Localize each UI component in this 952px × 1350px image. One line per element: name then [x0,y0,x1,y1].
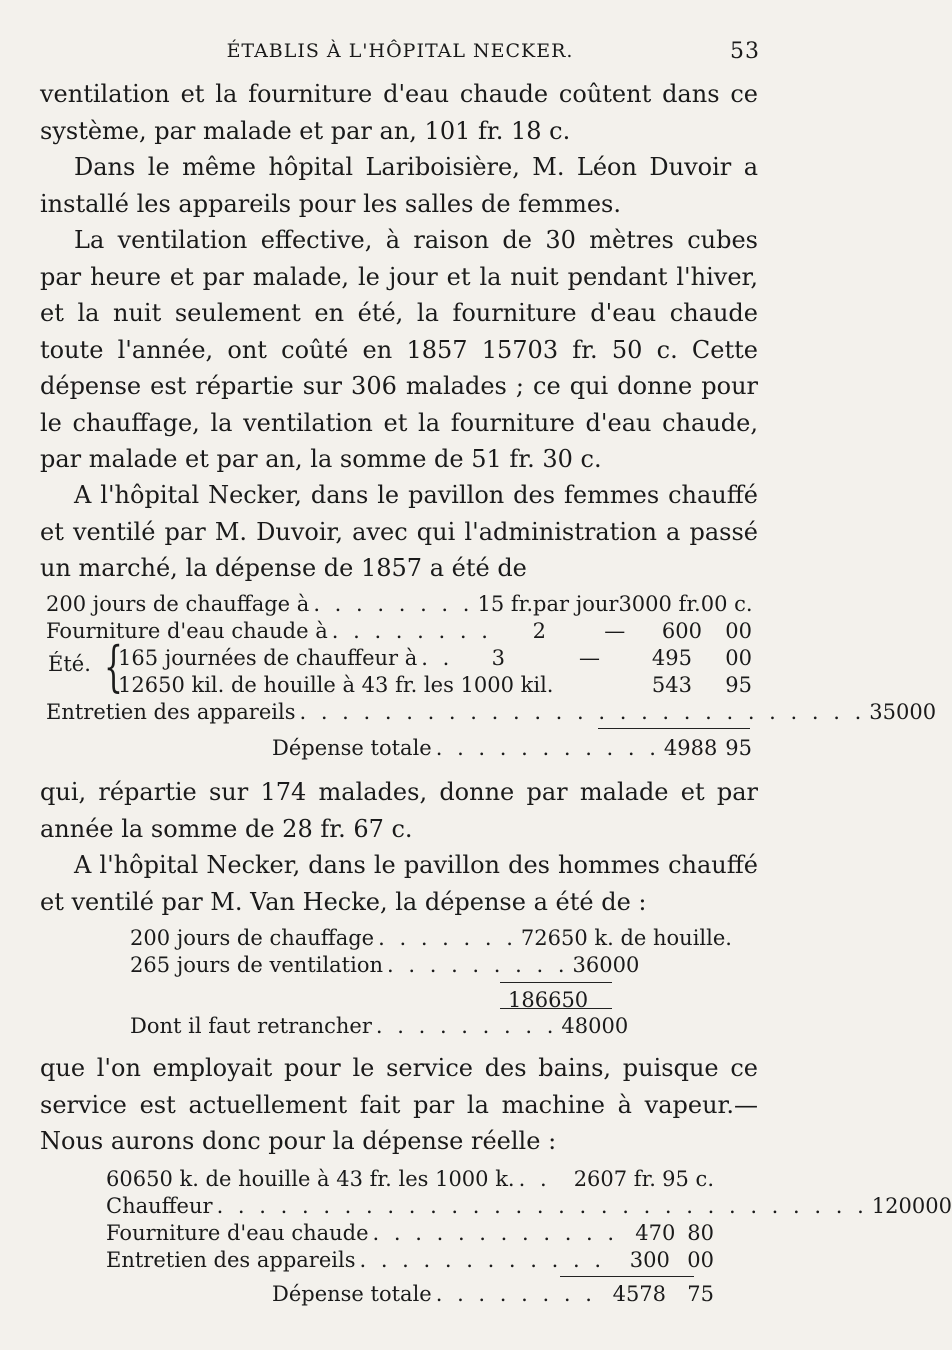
table2-row-2-label: 265 jours de ventilation [130,953,384,977]
table3-row-3 [106,1221,714,1245]
table1-total-c: 95 [725,736,752,760]
paragraph-4 [40,477,758,587]
paragraph-3 [40,222,758,478]
table1-row-5-fr: 350 [869,700,910,724]
table1-row-4 [118,673,752,697]
table1-row-3-unit: — [579,646,600,670]
table1-row-1-c: 00 c. [700,592,753,616]
table1-row-2-fr: 600 [661,619,702,643]
table1-row-3 [118,646,752,670]
table3-row-1-c: 95 c. [662,1167,714,1191]
table1-row-5-c: 00 [909,700,937,724]
table2-row-3 [130,1014,744,1038]
table3-row-4-fr: 300 [629,1248,670,1272]
table1-row-2-label: Fourniture d'eau chaude à [46,619,328,643]
table1-row-4-c: 95 [725,673,752,697]
brace-glyph: { [104,635,123,698]
ete-label: Été. [48,652,91,676]
table1-total-row [272,736,752,760]
table3-row-2 [106,1194,952,1218]
table3-row-3-fr: 470 [635,1221,676,1245]
table2-row-3-qty: 48000 [561,1014,629,1038]
table3-row-2-fr: 1200 [871,1194,926,1218]
table1-row-1-qty: 15 fr. [477,592,534,616]
table1-row-2-unit: — [604,619,626,643]
leader-dots: . . . . . . . . [313,592,474,616]
leader-dots: . . . . . . . . . . . . [359,1248,606,1272]
table1-row-3-qty: 3 [491,646,505,670]
table1-row-4-label: 12650 kil. de houille à 43 fr. les 1000 kil. [118,673,554,697]
table3-row-4-c: 00 [687,1248,714,1272]
leader-dots: . . . . . . . [378,926,517,950]
paragraph-3-text: La ventilation effective, à raison de 30 mètres cubes par heure et par malade, le jour et la nuit pendant l'hiver, et la nuit seulement en été, la fourniture d'eau chaude toute l'année, ont coûté en 1857 15703 fr. 50 c. Cette dépense est répartie sur 306 malades ; ce qui donne pour le chauffage, la ventilation et la fourniture d'eau chaude, par malade et par an, la somme de 51 fr. 30 c. [40,226,758,473]
table3-total-row [272,1282,714,1306]
table1-row-3-c: 00 [725,646,752,670]
table2-row-2 [130,953,744,977]
running-header [40,36,760,66]
paragraph-6-text: A l'hôpital Necker, dans le pavillon des hommes chauffé et ventilé par M. Van Hecke, la dépense a été de : [40,851,758,916]
table1-row-1-unit: par jour [533,592,619,616]
paragraph-1: ventilation et la fourniture d'eau chaude coûtent dans ce système, par malade et par an, 101 fr. 18 c. [40,80,758,145]
table2-row-1 [130,926,744,950]
sum-rule [598,728,750,729]
table2-sum: 186650 [508,988,589,1012]
paragraph-5: qui, répartie sur 174 malades, donne par malade et par année la somme de 28 fr. 67 c. [40,778,758,843]
table1-row-2 [46,619,752,643]
table3-row-4 [106,1248,714,1272]
table1-row-4-fr: 543 [651,673,692,697]
paragraph-4-text: A l'hôpital Necker, dans le pavillon des femmes chauffé et ventilé par M. Duvoir, avec qui l'administration a passé un marché, la dépense de 1857 a été de [40,481,758,582]
table3-total-fr: 4578 [612,1282,667,1306]
page-number: 53 [730,38,760,64]
table1-row-1 [46,592,752,616]
table3-row-3-c: 80 [687,1221,714,1245]
leader-dots: . . . . . . . . [331,619,492,643]
paragraph-2 [40,149,758,222]
table3-row-2-label: Chauffeur [106,1194,213,1218]
table3-total-c: 75 [687,1282,714,1306]
leader-dots: . . [421,646,454,670]
table1-row-5 [46,700,937,724]
table1-row-1-fr: 3000 fr. [618,592,701,616]
paragraph-2-text: Dans le même hôpital Lariboisière, M. Léon Duvoir a installé les appareils pour les salles de femmes. [40,153,758,218]
table1-row-2-qty: 2 [532,619,546,643]
paragraph-6 [40,847,758,920]
table1-row-5-label: Entretien des appareils [46,700,296,724]
table2-row-1-label: 200 jours de chauffage [130,926,375,950]
leader-dots: . . . . . . . . [435,1282,596,1306]
sum-rule [500,1008,612,1009]
table1-total-label: Dépense totale [272,736,432,760]
leader-dots: . . . . . . . . . [375,1014,558,1038]
leader-dots: . . [518,1167,551,1191]
table3-total-label: Dépense totale [272,1282,432,1306]
leader-dots: . . . . . . . . . . . . . . . . . . . . . . . . . . . . . . . [216,1194,868,1218]
table1-row-1-label: 200 jours de chauffage à [46,592,310,616]
table1-row-3-label: 165 journées de chauffeur à [118,646,418,670]
table3-row-1-label: 60650 k. de houille à 43 fr. les 1000 k. [106,1167,515,1191]
leader-dots: . . . . . . . . . . . [435,736,660,760]
sum-rule [560,1276,694,1277]
table1-row-3-fr: 495 [651,646,692,670]
table3-row-4-label: Entretien des appareils [106,1248,356,1272]
table1-total-fr: 4988 [663,736,718,760]
table3-row-1 [106,1167,714,1191]
table2-row-2-qty: 36000 [572,953,640,977]
table2-row-3-label: Dont il faut retrancher [130,1014,372,1038]
table3-row-2-c: 00 [925,1194,952,1218]
table2-row-1-qty: 72650 k. de houille. [520,926,732,950]
leader-dots: . . . . . . . . . [387,953,569,977]
table3-row-1-fr: 2607 fr. [573,1167,656,1191]
header-title: ÉTABLIS À L'HÔPITAL NECKER. [226,40,574,62]
leader-dots: . . . . . . . . . . . . [372,1221,619,1245]
leader-dots: . . . . . . . . . . . . . . . . . . . . . . . . . . . [299,700,866,724]
table1-row-2-c: 00 [725,619,752,643]
table3-row-3-label: Fourniture d'eau chaude [106,1221,369,1245]
paragraph-7: que l'on employait pour le service des bains, puisque ce service est actuellement fait par la machine à vapeur.—Nous aurons donc pour la dépense réelle : [40,1054,758,1155]
sum-rule [500,982,612,983]
